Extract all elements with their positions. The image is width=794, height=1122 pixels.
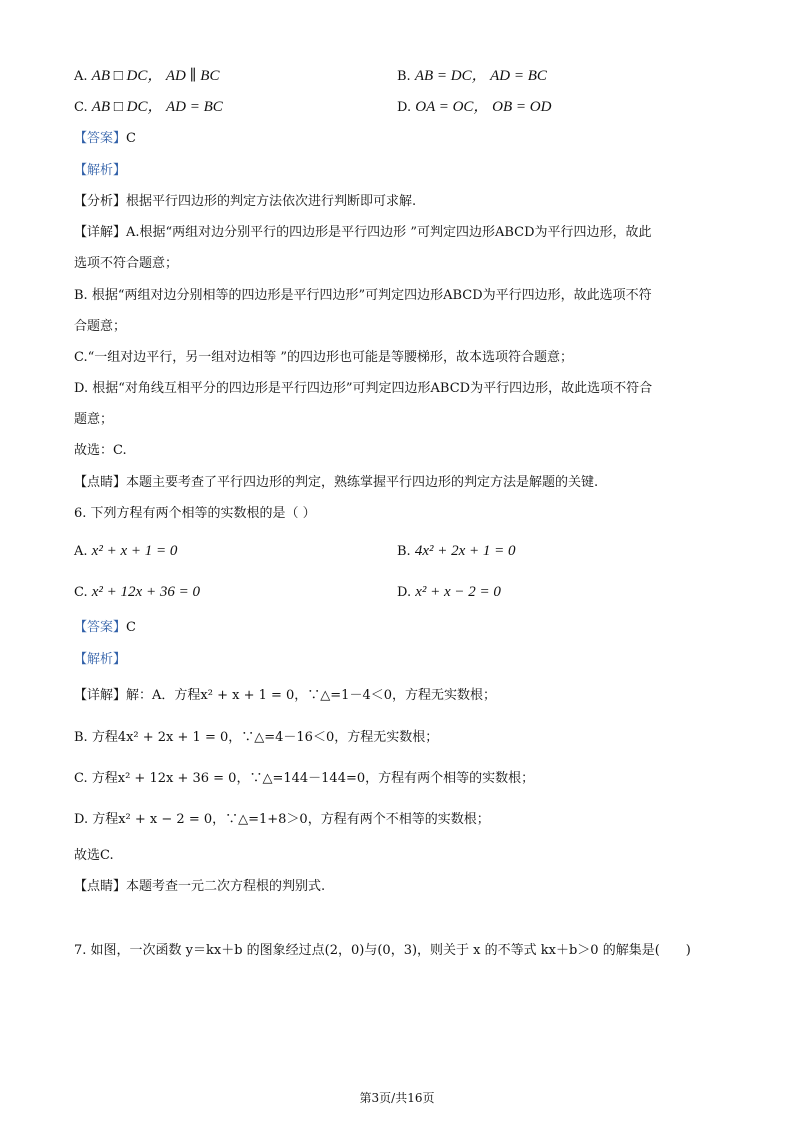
q5-option-b bbox=[397, 66, 547, 87]
analysis-tag: 【解析】 bbox=[74, 652, 127, 667]
answer-tag: 【答案】 bbox=[74, 131, 127, 146]
detail-tag: 【详解】 bbox=[74, 688, 127, 703]
q5-detail-line: 选项不符合题意； bbox=[74, 256, 179, 271]
q6-detail-line bbox=[74, 686, 496, 706]
comment-text: 本题主要考查了平行四边形的判定，熟练掌握平行四边形的判定方法是解题的关键. bbox=[126, 475, 599, 490]
q6-detail-line: D. 方程x² + x − 2 = 0，∵△=1+8＞0，方程有两个不相等的实数根； bbox=[74, 812, 490, 827]
option-label: B. bbox=[397, 544, 411, 559]
q6-analysis-tag bbox=[74, 650, 126, 670]
q5-fenxi bbox=[74, 192, 416, 212]
option-label: D. bbox=[397, 585, 412, 600]
detail-text: A.根据“两组对边分别平行的四边形是平行四边形 ”可判定四边形ABCD为平行四边形，故此 bbox=[126, 225, 652, 240]
q6-answer bbox=[74, 618, 136, 638]
answer-tag: 【答案】 bbox=[74, 620, 127, 635]
option-label: C. bbox=[74, 100, 88, 115]
q6-comment bbox=[74, 877, 325, 897]
q5-detail-line: 故选：C. bbox=[74, 443, 127, 458]
page-number: 第3页/共16页 bbox=[359, 1091, 435, 1105]
q5-comment bbox=[74, 473, 598, 493]
analysis-tag: 【解析】 bbox=[74, 163, 127, 178]
q6-option-a bbox=[74, 541, 177, 562]
q5-option-c bbox=[74, 97, 223, 118]
q6-detail-line: 故选C. bbox=[74, 848, 114, 863]
option-math: x² + x + 1 = 0 bbox=[91, 543, 178, 559]
option-label: A. bbox=[74, 544, 88, 559]
q5-option-d bbox=[397, 97, 551, 118]
option-math: AB □ DC， AD ∥ BC bbox=[91, 68, 220, 84]
q5-option-a bbox=[74, 66, 219, 87]
q5-detail-line: B. 根据“两组对边分别相等的四边形是平行四边形”可判定四边形ABCD为平行四边形，故此选项不符 bbox=[74, 288, 652, 303]
option-math: 4x² + 2x + 1 = 0 bbox=[414, 543, 516, 559]
option-math: x² + x − 2 = 0 bbox=[415, 584, 501, 600]
q6-detail-line: C. 方程x² + 12x + 36 = 0，∵△=144－144=0，方程有两个相等的实数根； bbox=[74, 771, 535, 786]
option-label: C. bbox=[74, 585, 88, 600]
detail-text: 解：A．方程x² + x + 1 = 0，∵△=1－4＜0，方程无实数根； bbox=[126, 688, 496, 703]
q6-option-c bbox=[74, 582, 200, 603]
option-math: x² + 12x + 36 = 0 bbox=[91, 584, 200, 600]
option-math: AB □ DC， AD = BC bbox=[91, 99, 223, 115]
comment-tag: 【点睛】 bbox=[74, 475, 127, 490]
option-label: A. bbox=[74, 69, 88, 84]
answer-value: C bbox=[126, 131, 136, 146]
q6-detail-line: B. 方程4x² + 2x + 1 = 0，∵△=4－16＜0，方程无实数根； bbox=[74, 730, 439, 745]
q5-detail-line: 题意； bbox=[74, 412, 114, 427]
q7-question: 7. 如图，一次函数 y＝kx＋b 的图象经过点(2，0)与(0，3)，则关于 x 的不等式 kx＋b＞0 的解集是( ) bbox=[74, 943, 691, 958]
q6-question: 6. 下列方程有两个相等的实数根的是（ ） bbox=[74, 506, 316, 521]
answer-value: C bbox=[126, 620, 136, 635]
fenxi-text: 根据平行四边形的判定方法依次进行判断即可求解. bbox=[126, 194, 417, 209]
fenxi-tag: 【分析】 bbox=[74, 194, 127, 209]
option-math: AB = DC， AD = BC bbox=[414, 68, 547, 84]
q6-option-b bbox=[397, 541, 516, 562]
q5-detail-line: 合题意； bbox=[74, 319, 127, 334]
comment-text: 本题考查一元二次方程根的判别式. bbox=[126, 879, 326, 894]
option-math: OA = OC， OB = OD bbox=[415, 99, 552, 115]
option-label: B. bbox=[397, 69, 411, 84]
q5-detail-line bbox=[74, 223, 652, 243]
detail-tag: 【详解】 bbox=[74, 225, 127, 240]
q5-answer bbox=[74, 129, 136, 149]
q5-analysis-tag bbox=[74, 161, 126, 181]
comment-tag: 【点睛】 bbox=[74, 879, 127, 894]
option-label: D. bbox=[397, 100, 412, 115]
q5-detail-line: D. 根据“对角线互相平分的四边形是平行四边形”可判定四边形ABCD为平行四边形，故此选项不符合 bbox=[74, 381, 653, 396]
q5-detail-line: C.“一组对边平行，另一组对边相等 ”的四边形也可能是等腰梯形，故本选项符合题意； bbox=[74, 350, 574, 365]
q6-option-d bbox=[397, 582, 501, 603]
